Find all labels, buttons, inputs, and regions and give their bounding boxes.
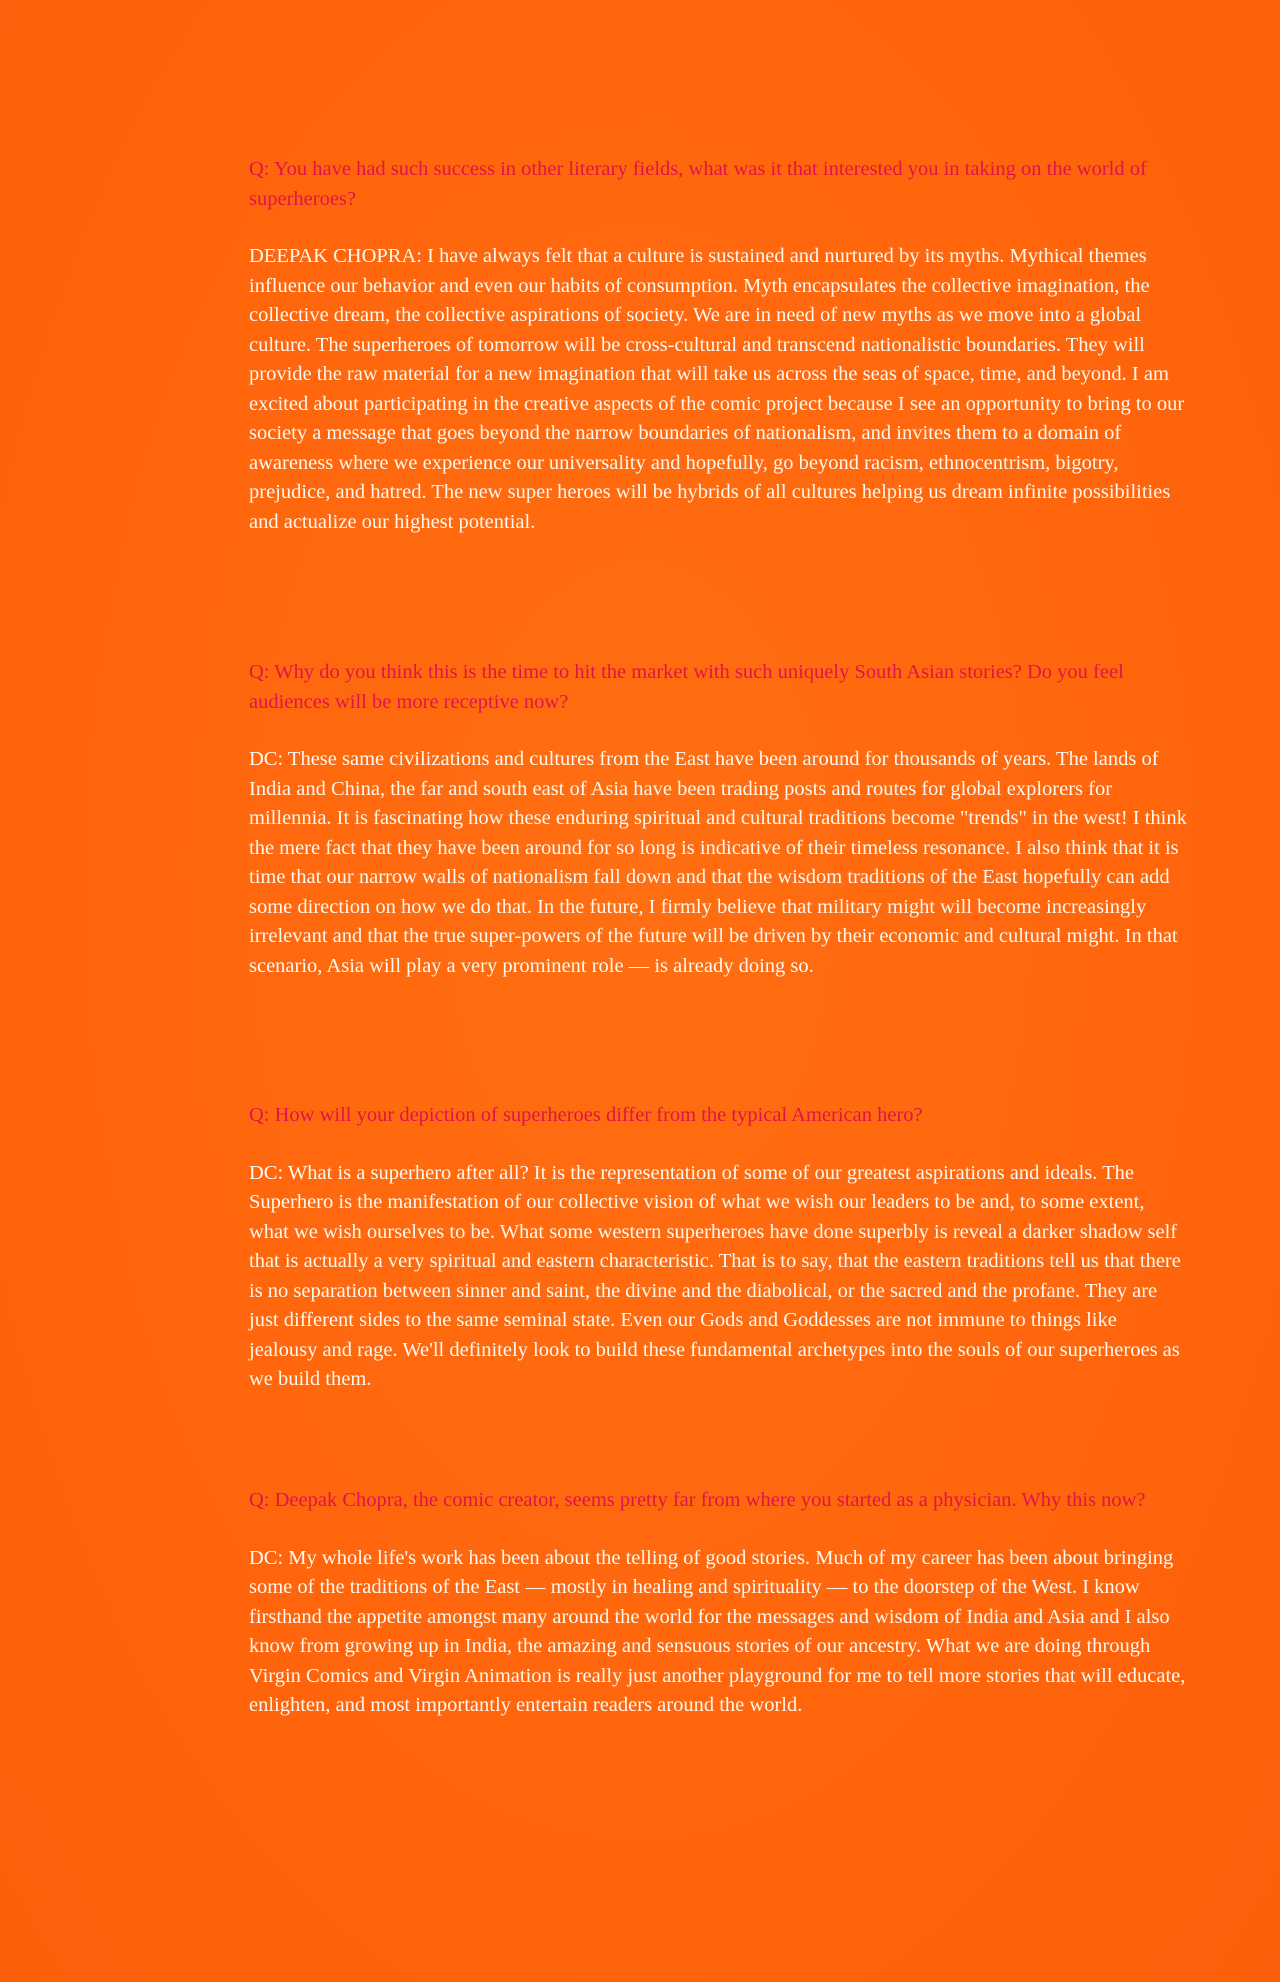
question: Q: Deepak Chopra, the comic creator, seems pretty far from where you started as a physician. Why this now? <box>249 1489 1146 1511</box>
answer: DEEPAK CHOPRA: I have always felt that a culture is sustained and nurtured by its myths. Mythical themes influence our behavior and even our habits of consumption. Myth encapsulates the collective imagination, the collective dream, the collective aspirations of society. We are in need of new myths as we move into a global culture. The superheroes of tomorrow will be cross-cultural and transcend nationalistic boundaries. They will provide the raw material for a new imagination that will take us across the seas of space, time, and beyond. I am excited about participating in the creative aspects of the comic project because I see an opportunity to bring to our society a message that goes beyond the narrow boundaries of nationalism, and invites them to a domain of awareness where we experience our universality and hopefully, go beyond racism, ethnocentrism, bigotry, prejudice, and hatred. The new super heroes will be hybrids of all cultures helping us dream infinite possibilities and actualize our highest potential. <box>249 245 1185 533</box>
question: Q: How will your depiction of superheroes differ from the typical American hero? <box>249 1104 923 1126</box>
question: Q: You have had such success in other literary fields, what was it that interested you in taking on the world of superheroes? <box>249 158 1147 210</box>
answer: DC: What is a superhero after all? It is the representation of some of our greatest aspirations and ideals. The Superhero is the manifestation of our collective vision of what we wish our leaders to be and, to some extent, what we wish ourselves to be. What some western superheroes have done superbly is reveal a darker shadow self that is actually a very spiritual and eastern characteristic. That is to say, that the eastern traditions tell us that there is no separation between sinner and saint, the divine and the diabolical, or the sacred and the profane. They are just different sides to the same seminal state. Even our Gods and Goddesses are not immune to things like jealousy and rage. We'll definitely look to build these fundamental archetypes into the souls of our superheroes as we build them. <box>249 1161 1181 1390</box>
question: Q: Why do you think this is the time to hit the market with such uniquely South Asian stories? Do you feel audiences will be more receptive now? <box>249 661 1124 713</box>
answer: DC: These same civilizations and cultures from the East have been around for thousands of years. The lands of India and China, the far and south east of Asia have been trading posts and routes for global explorers for millennia. It is fascinating how these enduring spiritual and cultural traditions become "trends" in the west! I think the mere fact that they have been around for so long is indicative of their timeless resonance. I also think that it is time that our narrow walls of nationalism fall down and that the wisdom traditions of the East hopefully can add some direction on how we do that. In the future, I firmly believe that military might will become increasingly irrelevant and that the true super-powers of the future will be driven by their economic and cultural might. In that scenario, Asia will play a very prominent role — is already doing so. <box>249 748 1187 977</box>
qa-block-south-asian-stories <box>249 658 1189 981</box>
answer: DC: My whole life's work has been about the telling of good stories. Much of my career has been about bringing some of the traditions of the East — mostly in healing and spirituality — to the doorstep of the West. I know firsthand the appetite amongst many around the world for the messages and wisdom of India and Asia and I also know from growing up in India, the amazing and sensuous stories of our ancestry. What we are doing through Virgin Comics and Virgin Animation is really just another playground for me to tell more stories that will educate, enlighten, and most importantly entertain readers around the world. <box>249 1546 1186 1716</box>
qa-block-superheroes-interest <box>249 155 1189 537</box>
qa-block-american-hero <box>249 1101 1189 1395</box>
qa-block-comic-creator <box>249 1486 1189 1721</box>
